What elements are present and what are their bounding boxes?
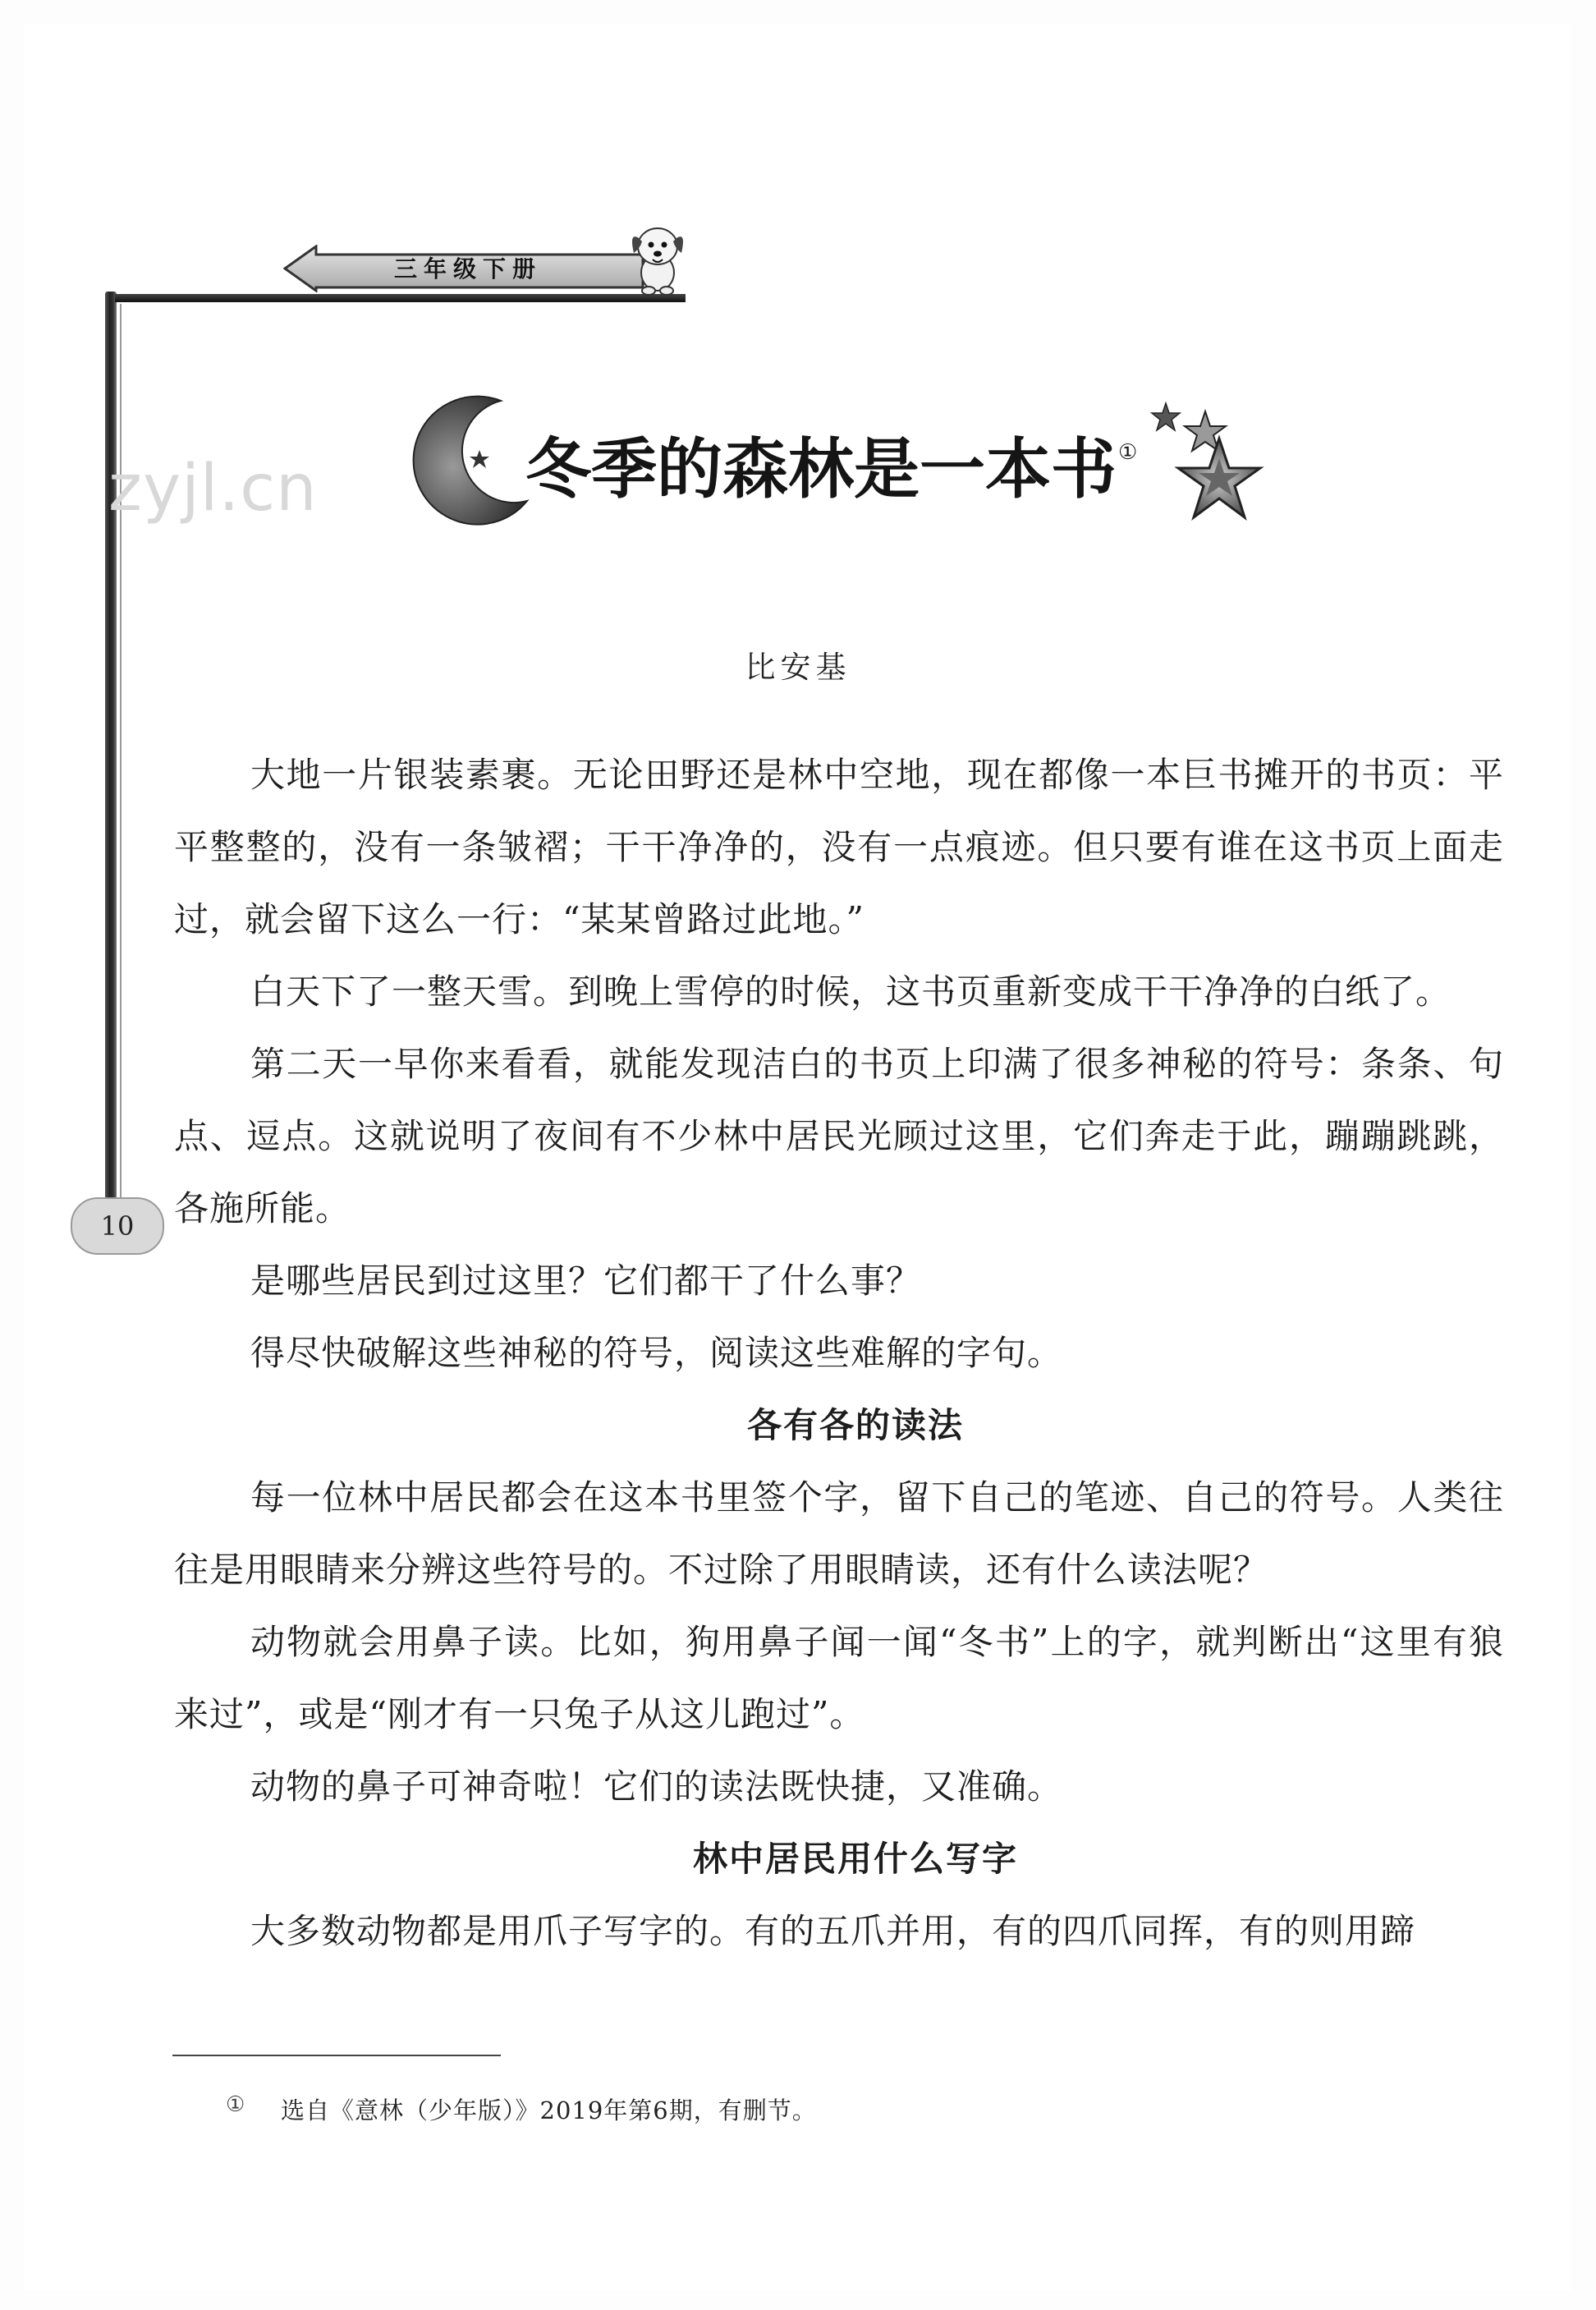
paragraph: 是哪些居民到过这里？它们都干了什么事？	[250, 1261, 922, 1301]
paragraph: 大地一片银装素裹。无论田野还是林中空地，现在都像一本巨书摊开的书页：平平整整的，没有一条皱褶；干干净净的，没有一点痕迹。但只要有谁在这书页上面走过，就会留下这么一行：“某某曾路过此地。”	[174, 755, 1504, 939]
footnote-text: 选自《意林（少年版）》2019年第6期，有删节。	[281, 2096, 817, 2124]
section-heading: 林中居民用什么写字	[692, 1839, 1018, 1879]
paragraph: 白天下了一整天雪。到晚上雪停的时候，这书页重新变成干干净净的白纸了。	[250, 971, 1452, 1012]
margin-bar	[105, 292, 117, 1211]
title-text: 冬季的森林是一本书	[525, 431, 1117, 507]
margin-bar-line	[120, 304, 122, 1207]
author: 比安基	[745, 650, 851, 685]
watermark: zyjl.cn	[108, 452, 318, 526]
crescent-moon-icon	[404, 393, 543, 532]
grade-label: 三年级下册	[393, 255, 542, 282]
paragraph: 第二天一早你来看看，就能发现洁白的书页上印满了很多神秘的符号：条条、句点、逗点。这就说明了夜间有不少林中居民光顾过这里，它们奔走于此，蹦蹦跳跳，各施所能。	[174, 1044, 1504, 1228]
star-icon	[1174, 434, 1264, 524]
section-heading: 各有各的读法	[746, 1405, 964, 1445]
page-title	[525, 407, 1149, 507]
page-number-badge	[71, 1197, 164, 1255]
paragraph: 动物就会用鼻子读。比如，狗用鼻子闻一闻“冬书”上的字，就判断出“这里有狼来过”，或是“刚才有一只兔子从这儿跑过”。	[174, 1622, 1504, 1734]
paragraph: 动物的鼻子可神奇啦！它们的读法既快捷，又准确。	[250, 1766, 1063, 1807]
header-rule	[115, 294, 686, 302]
grade-banner	[283, 245, 644, 292]
footnote-mark: ①	[226, 2092, 245, 2117]
paragraph: 得尽快破解这些神秘的符号，阅读这些难解的字句。	[250, 1333, 1063, 1373]
puppy-icon	[624, 215, 691, 296]
article-body	[174, 739, 1504, 1968]
paragraph: 大多数动物都是用爪子写字的。有的五爪并用，有的四爪同挥，有的则用蹄	[250, 1911, 1416, 1951]
page-number: 10	[100, 1210, 135, 1242]
paragraph: 每一位林中居民都会在这本书里签个字，留下自己的笔迹、自己的符号。人类往往是用眼睛来分辨这些符号的。不过除了用眼睛读，还有什么读法呢？	[174, 1477, 1504, 1590]
title-footnote-marker: ①	[1118, 440, 1138, 465]
star-icon	[1149, 401, 1182, 434]
footnote-rule	[172, 2055, 501, 2056]
